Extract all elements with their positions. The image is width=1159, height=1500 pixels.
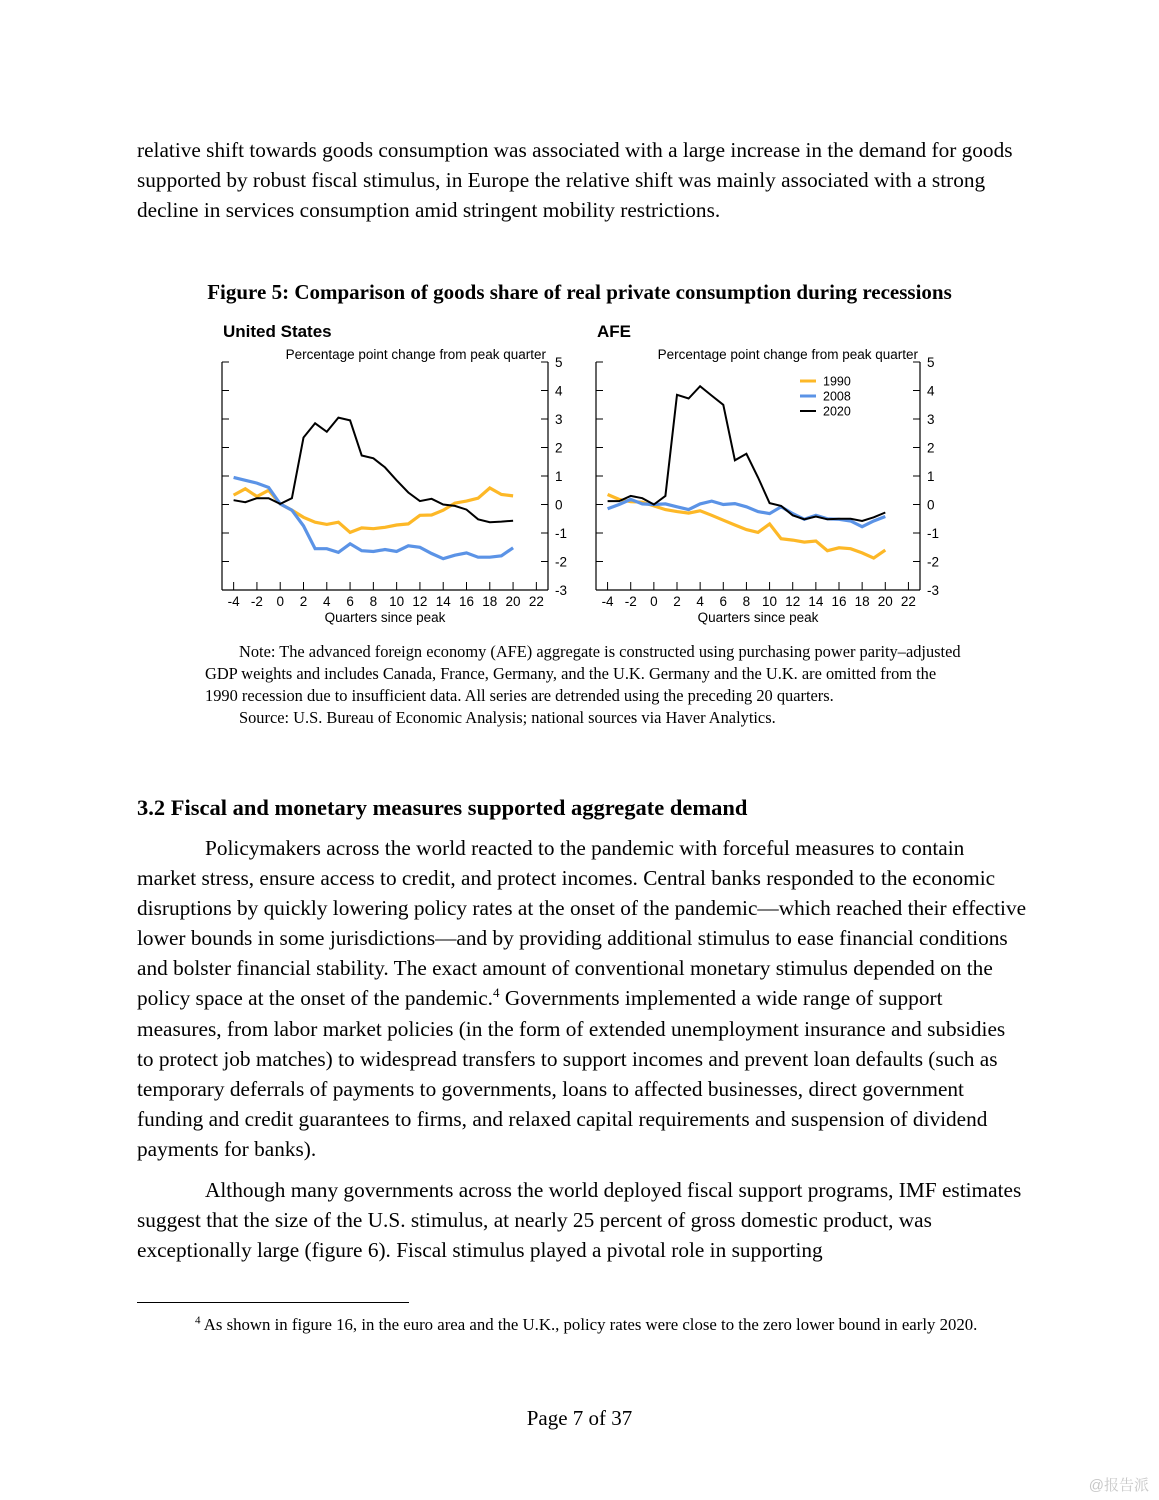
x-tick-label: 2 xyxy=(299,594,308,609)
y-tick-label: 1 xyxy=(927,469,935,484)
footnote-ref[interactable]: 4 xyxy=(493,985,500,1001)
source-text: Source: U.S. Bureau of Economic Analysis; national sources via Haver Analytics. xyxy=(239,708,776,727)
watermark: @报告派 xyxy=(1088,1477,1149,1494)
x-tick-label: 4 xyxy=(696,594,704,609)
x-tick-label: 0 xyxy=(276,594,284,609)
y-tick-label: -1 xyxy=(555,526,568,541)
y-tick-label: 1 xyxy=(555,469,563,484)
x-tick-label: 10 xyxy=(762,594,778,609)
body-paragraph: relative shift towards goods consumption was associated with a large increase in the demand for goods supported by robust fiscal stimulus, in Europe the relative shift was mainly associated with a strong decline in services consumption amid stringent mobility restrictions. xyxy=(137,138,1013,223)
y-tick-label: 0 xyxy=(927,497,935,513)
x-tick-label: -2 xyxy=(624,594,637,609)
series-line-2008 xyxy=(234,477,513,558)
page-number: Page 7 of 37 xyxy=(526,1406,633,1430)
body-paragraph: Although many governments across the world deployed fiscal support programs, IMF estimates suggest that the size of the U.S. stimulus, at nearly 25 percent of gross domestic product, was exceptionally large (figure 6). Fiscal stimulus played a pivotal role in supporting xyxy=(137,1178,1022,1263)
x-tick-label: 16 xyxy=(458,594,475,609)
x-tick-label: 0 xyxy=(650,594,658,609)
y-tick-label: 5 xyxy=(927,355,935,370)
paragraph-text: Policymakers across the world reacted to the pandemic with forceful measures to contain market stress, ensure access to credit, and protect incomes. Central banks responded to the economic disruptions by quickly lowering policy rates at the onset of the pandemic—which reached their effective lower bounds in some jurisdictions—and by providing additional stimulus to ease financial conditions and bolster financial stability. The exact amount of conventional monetary stimulus depended on the policy space at the onset of the pandemic. xyxy=(137,836,1027,1011)
x-tick-label: 18 xyxy=(482,594,498,609)
chart-united-states xyxy=(222,322,567,625)
x-tick-label: 6 xyxy=(346,594,354,609)
x-tick-label: 18 xyxy=(854,594,870,609)
chart-title: AFE xyxy=(597,322,631,341)
y-tick-label: 3 xyxy=(555,412,563,427)
x-tick-label: -2 xyxy=(250,594,263,609)
x-tick-label: 16 xyxy=(831,594,847,609)
section-heading: 3.2 Fiscal and monetary measures supported aggregate demand xyxy=(137,795,748,820)
chart-afe xyxy=(596,322,939,625)
footnote xyxy=(137,1313,1007,1337)
x-tick-label: 8 xyxy=(742,594,751,609)
x-tick-label: 4 xyxy=(323,594,331,609)
chart-title: United States xyxy=(223,322,332,341)
y-tick-label: -1 xyxy=(927,526,940,541)
x-tick-label: 20 xyxy=(877,594,893,609)
figure-charts xyxy=(0,310,1159,640)
body-paragraph xyxy=(137,833,1027,1164)
footnote-divider xyxy=(137,1302,409,1303)
series-line-2008 xyxy=(608,499,886,526)
x-tick-label: 14 xyxy=(808,594,824,609)
paragraph-text: Governments implemented a wide range of support measures, from labor market policies (in the form of extended unemployment insurance and subsidies to protect job matches) to widespread transfers to support incomes and prevent loan defaults (such as temporary deferrals of payments to governments, loans to affected businesses, direct government funding and credit guarantees to firms, and relaxed capital requirements and suspension of dividend payments for banks). xyxy=(137,986,1006,1161)
y-tick-label: -2 xyxy=(555,554,568,570)
y-tick-label: -3 xyxy=(927,583,940,598)
x-tick-label: 12 xyxy=(785,594,801,609)
legend-label-2020: 2020 xyxy=(823,404,851,419)
x-tick-label: -4 xyxy=(601,594,614,609)
x-tick-label: -4 xyxy=(227,594,240,609)
y-tick-label: -2 xyxy=(927,554,940,570)
y-tick-label: 5 xyxy=(555,355,563,370)
y-tick-label: 2 xyxy=(927,440,935,456)
y-tick-label: 4 xyxy=(927,383,935,399)
legend-label-1990: 1990 xyxy=(823,374,851,389)
x-tick-label: 12 xyxy=(412,594,428,609)
footnote-marker: 4 xyxy=(195,1314,201,1327)
footnote-text: As shown in figure 16, in the euro area and the U.K., policy rates were close to the zero lower bound in early 2020. xyxy=(200,1315,978,1334)
y-tick-label: -3 xyxy=(555,583,568,598)
chart-subtitle: Percentage point change from peak quarter xyxy=(285,347,546,362)
x-tick-label: 22 xyxy=(900,594,916,609)
figure-note xyxy=(205,641,965,729)
y-tick-label: 4 xyxy=(555,383,563,399)
x-tick-label: 6 xyxy=(719,594,728,609)
x-tick-label: 2 xyxy=(673,594,681,609)
x-tick-label: 8 xyxy=(369,594,378,609)
y-tick-label: 0 xyxy=(555,497,563,513)
legend-label-2008: 2008 xyxy=(823,389,851,404)
x-axis-label: Quarters since peak xyxy=(324,610,446,625)
y-tick-label: 2 xyxy=(555,440,563,456)
chart-subtitle: Percentage point change from peak quarter xyxy=(657,347,918,362)
series-line-2020 xyxy=(234,418,513,523)
x-tick-label: 14 xyxy=(435,594,451,609)
x-tick-label: 20 xyxy=(505,594,521,609)
x-axis-label: Quarters since peak xyxy=(697,610,819,625)
x-tick-label: 22 xyxy=(528,594,544,609)
note-text: Note: The advanced foreign economy (AFE) aggregate is constructed using purchasing power parity–adjusted GDP weights and includes Canada, France, Germany, and the U.K. Germany and the U.K. are omitted from the 1990 recession due to insufficient data. All series are detrended using the preceding 20 quarters. xyxy=(205,642,961,705)
y-tick-label: 3 xyxy=(927,412,935,427)
x-tick-label: 10 xyxy=(389,594,405,609)
figure-title: Figure 5: Comparison of goods share of real private consumption during recessions xyxy=(207,280,952,304)
